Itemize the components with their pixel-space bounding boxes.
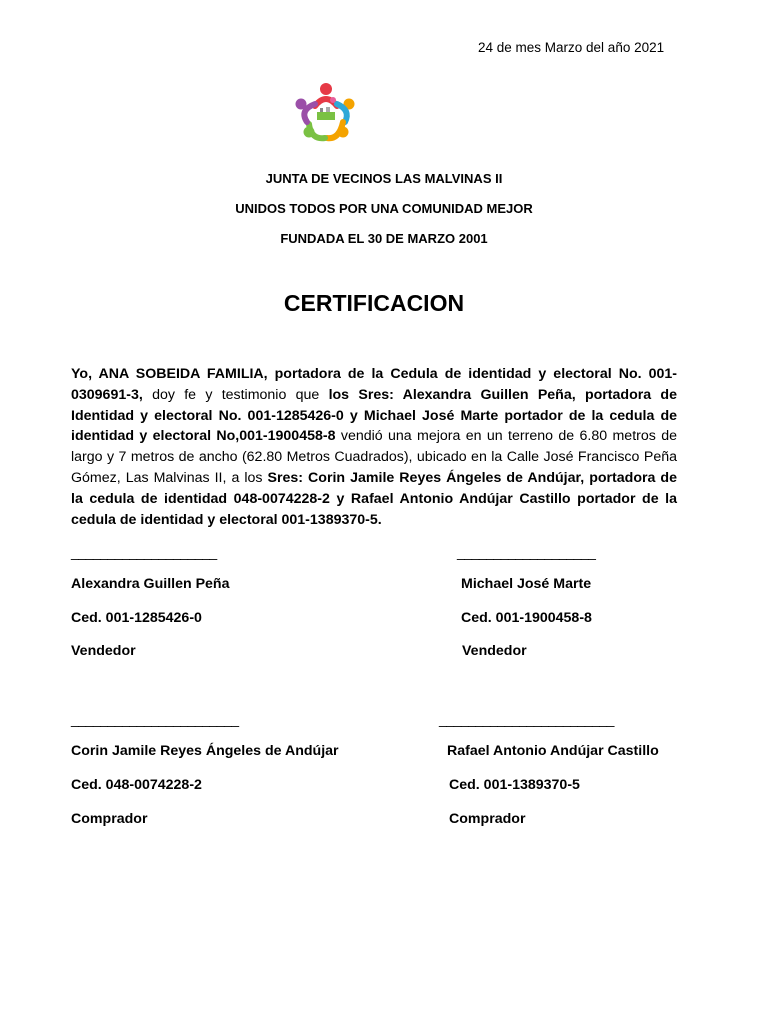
buyer-name: Rafael Antonio Andújar Castillo bbox=[447, 743, 659, 759]
org-founded: FUNDADA EL 30 DE MARZO 2001 bbox=[280, 231, 488, 246]
org-name: JUNTA DE VECINOS LAS MALVINAS II bbox=[265, 171, 503, 186]
org-motto: UNIDOS TODOS POR UNA COMUNIDAD MEJOR bbox=[235, 201, 533, 216]
signature-line: ________________________ bbox=[439, 711, 614, 727]
document-title: CERTIFICACION bbox=[283, 290, 465, 316]
community-circle-logo bbox=[287, 78, 365, 150]
testimony-clause: doy fe y testimonio que bbox=[142, 386, 329, 403]
seller-role: Vendedor bbox=[462, 643, 527, 659]
signature-line: ____________________ bbox=[71, 544, 217, 560]
property-clause: vendió una mejora en un terreno de 6.80 metros de largo y 7 metros de ancho (62.80 Metros Cuadrados), ubicado en la Calle José Francisco Peña Gómez, Las Malvinas II, a los bbox=[71, 428, 677, 486]
buyer-name: Corin Jamile Reyes Ángeles de Andújar bbox=[71, 743, 339, 759]
seller-id: Ced. 001-1900458-8 bbox=[461, 610, 592, 626]
signature-line: _______________________ bbox=[71, 711, 239, 727]
buyer-id: Ced. 048-0074228-2 bbox=[71, 777, 202, 793]
seller-id: Ced. 001-1285426-0 bbox=[71, 610, 202, 626]
certifier-clause: Yo, ANA SOBEIDA FAMILIA, portadora de la Cedula de identidad y electoral No. 001-0309691-3, bbox=[71, 366, 677, 403]
buyers-clause: Sres: Corin Jamile Reyes Ángeles de Andújar, portadora de la cedula de identidad 048-0074228-2 y Rafael Antonio Andújar Castillo portador de la cedula de identidad y electoral 001-1389370-5. bbox=[71, 469, 677, 528]
certification-paragraph bbox=[71, 364, 677, 530]
document-date: 24 de mes Marzo del año 2021 bbox=[478, 40, 665, 55]
seller-name: Michael José Marte bbox=[461, 576, 592, 592]
buyer-id: Ced. 001-1389370-5 bbox=[449, 777, 580, 793]
seller-name: Alexandra Guillen Peña bbox=[71, 576, 230, 592]
seller-role: Vendedor bbox=[71, 643, 136, 659]
buyer-role: Comprador bbox=[71, 811, 148, 827]
sellers-clause: los Sres: Alexandra Guillen Peña, portadora de Identidad y electoral No. 001-1285426-0 y Michael José Marte portador de la cedula de identidad y electoral No,001-1900458-8 bbox=[71, 386, 677, 445]
signature-line: ___________________ bbox=[457, 544, 596, 560]
buyer-role: Comprador bbox=[449, 811, 526, 827]
